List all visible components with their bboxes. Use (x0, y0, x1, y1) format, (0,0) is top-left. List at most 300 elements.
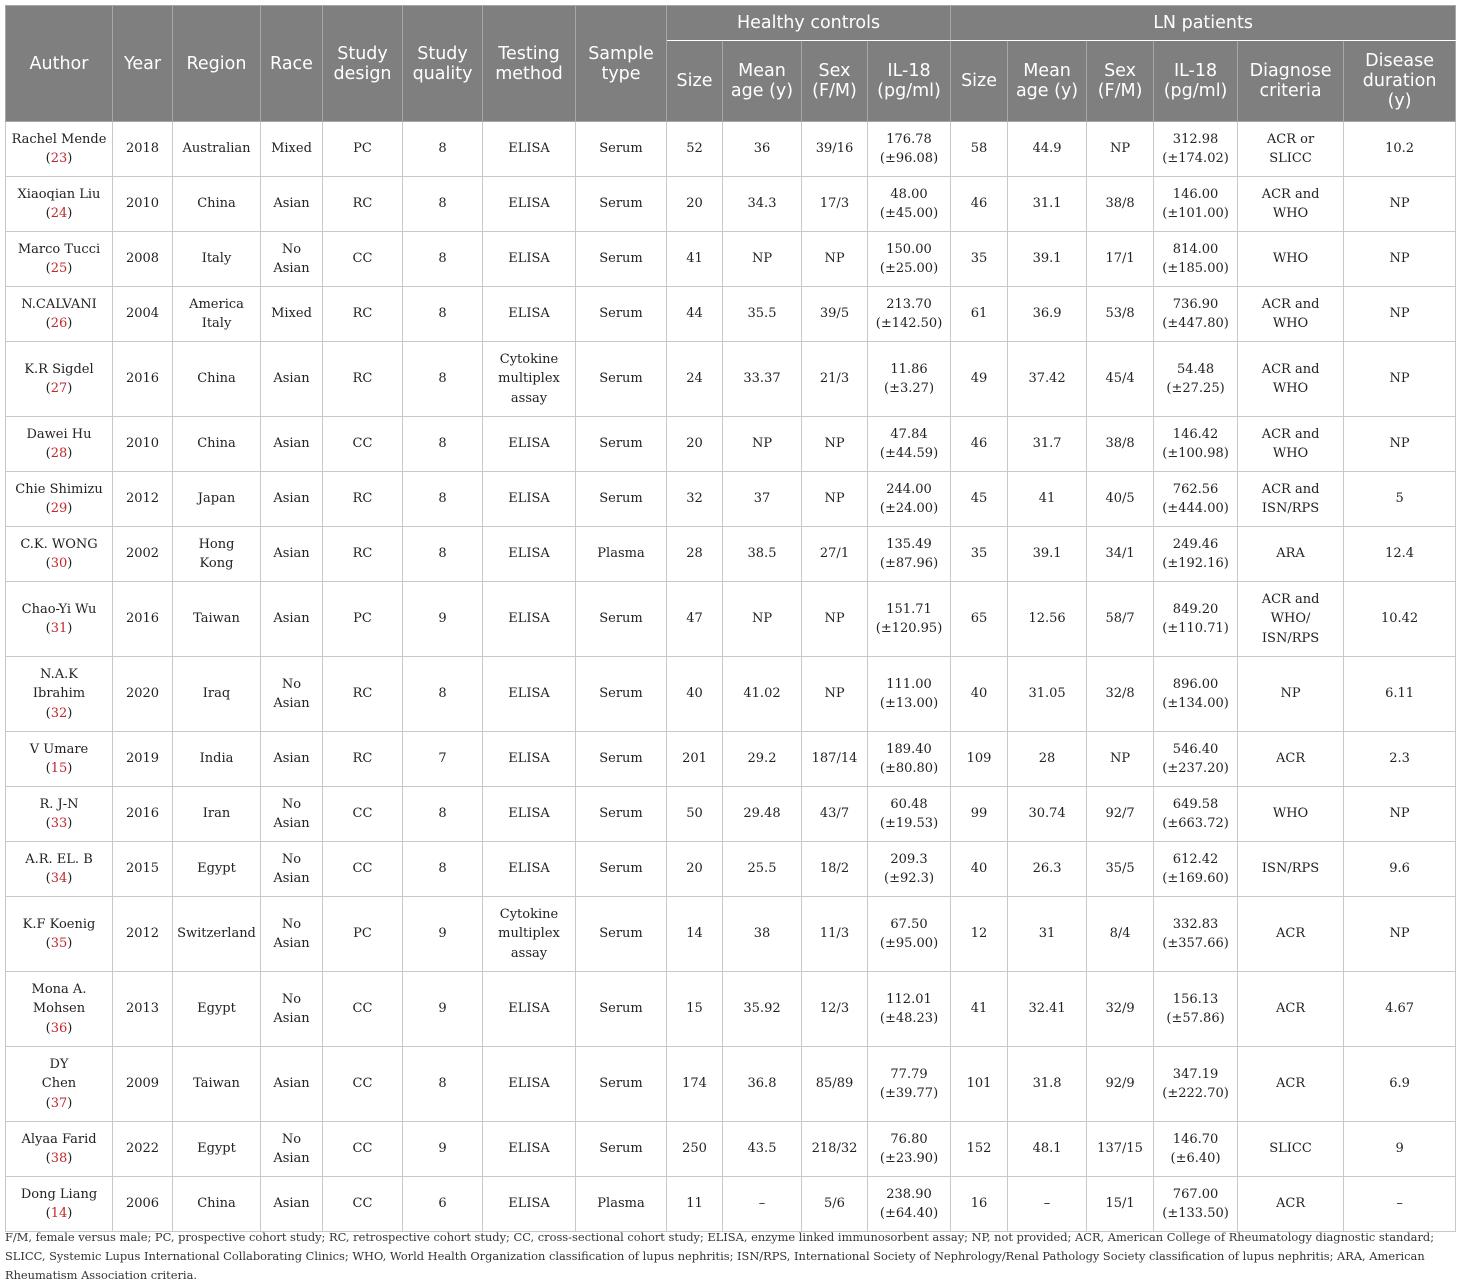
cell-method (483, 527, 576, 582)
cell-line: 146.70 (1172, 1131, 1219, 1147)
cell-ln-il18 (1154, 1047, 1238, 1122)
reference-citation[interactable]: (15) (45, 761, 73, 776)
reference-link[interactable]: 37 (50, 1095, 68, 1111)
cell-hc-sex: 27/1 (802, 527, 868, 582)
cell-hc-size: 47 (667, 582, 723, 657)
cell-method (483, 787, 576, 842)
cell-line: WHO (1272, 381, 1309, 396)
cell-hc-size: 32 (667, 472, 723, 527)
cell-ln-size: 61 (951, 287, 1008, 342)
cell-line: ACR and (1261, 481, 1320, 497)
cell-hc-size: 15 (667, 972, 723, 1047)
reference-citation[interactable]: (31) (45, 621, 73, 636)
reference-citation[interactable]: (25) (45, 261, 73, 276)
cell-line: Mixed (271, 141, 312, 157)
cell-year: 2012 (113, 897, 173, 972)
reference-citation[interactable]: (27) (45, 381, 73, 396)
cell-line: (±133.50) (1162, 1206, 1229, 1221)
cell-method (483, 582, 576, 657)
cell-design: RC (323, 527, 403, 582)
cell-line: 244.00 (886, 481, 932, 497)
cell-hc-il18 (868, 287, 951, 342)
cell-line: 189.40 (886, 741, 932, 757)
cell-line: Asian (273, 871, 310, 886)
cell-region (173, 732, 261, 787)
cell-hc-size: 44 (667, 287, 723, 342)
cell-line: WHO (1272, 206, 1309, 221)
cell-line: (±3.27) (884, 381, 935, 396)
cell-ln-age: 37.42 (1008, 342, 1087, 417)
cell-line: WHO (1272, 806, 1309, 822)
cell-line: ELISA (508, 751, 550, 767)
table-row (6, 342, 1456, 417)
cell-duration: 2.3 (1344, 732, 1456, 787)
cell-line: (±169.60) (1162, 871, 1229, 886)
cell-year: 2015 (113, 842, 173, 897)
cell-line: ISN/RPS (1261, 861, 1320, 877)
cell-quality: 8 (403, 287, 483, 342)
cell-line: No (281, 1131, 302, 1147)
cell-line: Taiwan (193, 611, 240, 627)
cell-hc-age: 35.92 (723, 972, 802, 1047)
cell-line: India (199, 751, 234, 767)
cell-line: China (197, 371, 236, 387)
col-ln-sex: Sex (F/M) (1087, 41, 1154, 122)
reference-link[interactable]: 36 (50, 1020, 68, 1036)
cell-duration: NP (1344, 787, 1456, 842)
cell-line: (±80.80) (879, 761, 939, 776)
cell-ln-il18 (1154, 122, 1238, 177)
cell-line: DY (49, 1056, 69, 1072)
cell-ln-sex: 58/7 (1087, 582, 1154, 657)
cell-author (6, 972, 113, 1047)
cell-line: Marco Tucci (17, 241, 101, 257)
cell-ln-age: 44.9 (1008, 122, 1087, 177)
reference-link[interactable]: 32 (50, 705, 68, 721)
cell-year: 2006 (113, 1177, 173, 1232)
reference-citation[interactable]: (33) (45, 816, 73, 831)
cell-hc-il18 (868, 417, 951, 472)
reference-citation[interactable]: (29) (45, 501, 73, 516)
cell-region (173, 897, 261, 972)
cell-method (483, 657, 576, 732)
cell-race (261, 897, 323, 972)
cell-hc-age: 38 (723, 897, 802, 972)
cell-criteria (1238, 232, 1344, 287)
reference-link[interactable]: 35 (50, 936, 68, 951)
cell-line: ELISA (508, 251, 550, 267)
cell-sample: Serum (576, 897, 667, 972)
reference-link[interactable]: 25 (50, 261, 68, 276)
table-row (6, 232, 1456, 287)
cell-race (261, 1177, 323, 1232)
cell-line: No (281, 991, 302, 1007)
cell-line: ELISA (508, 686, 550, 702)
cell-hc-age: 38.5 (723, 527, 802, 582)
cell-duration: 5 (1344, 472, 1456, 527)
cell-duration: 6.9 (1344, 1047, 1456, 1122)
cell-line: No (281, 796, 302, 812)
cell-quality: 8 (403, 527, 483, 582)
cell-hc-size: 14 (667, 897, 723, 972)
cell-line: 649.58 (1172, 796, 1219, 812)
cell-hc-sex: 43/7 (802, 787, 868, 842)
cell-region (173, 842, 261, 897)
cell-author (6, 1177, 113, 1232)
cell-hc-il18 (868, 342, 951, 417)
col-study-quality: Study quality (403, 6, 483, 122)
table-row (6, 287, 1456, 342)
cell-line: N.CALVANI (21, 296, 97, 312)
cell-region (173, 527, 261, 582)
cell-line: China (197, 196, 236, 212)
cell-year: 2013 (113, 972, 173, 1047)
cell-ln-sex: 8/4 (1087, 897, 1154, 972)
cell-criteria (1238, 582, 1344, 657)
cell-line: 767.00 (1172, 1186, 1219, 1202)
cell-line: Chie Shimizu (15, 481, 103, 497)
cell-ln-il18 (1154, 657, 1238, 732)
cell-line: Asian (273, 261, 310, 276)
cell-duration: NP (1344, 417, 1456, 472)
cell-line: ELISA (508, 436, 550, 452)
cell-region (173, 232, 261, 287)
cell-ln-il18 (1154, 582, 1238, 657)
cell-line: Egypt (197, 1141, 236, 1157)
cell-line: America (189, 296, 244, 312)
cell-line: 60.48 (890, 796, 928, 812)
cell-line: 67.50 (890, 916, 928, 932)
reference-citation[interactable]: (38) (45, 1151, 73, 1166)
cell-author (6, 472, 113, 527)
cell-hc-size: 50 (667, 787, 723, 842)
cell-quality: 7 (403, 732, 483, 787)
cell-hc-size: 20 (667, 842, 723, 897)
col-ln-mean-age: Mean age (y) (1008, 41, 1087, 122)
reference-citation[interactable]: (32) (45, 705, 73, 721)
cell-line: Dong Liang (20, 1186, 98, 1202)
cell-region (173, 472, 261, 527)
cell-hc-age: 37 (723, 472, 802, 527)
cell-line: 213.70 (886, 296, 932, 312)
cell-criteria (1238, 342, 1344, 417)
reference-link[interactable]: 15 (50, 761, 68, 776)
cell-line: (±87.96) (879, 556, 939, 571)
cell-criteria (1238, 1047, 1344, 1122)
cell-line: (±96.08) (879, 151, 939, 166)
cell-line: Xiaoqian Liu (17, 186, 101, 202)
reference-link[interactable]: 14 (50, 1206, 68, 1221)
cell-criteria (1238, 732, 1344, 787)
cell-region (173, 1177, 261, 1232)
cell-race (261, 582, 323, 657)
cell-line: Iran (202, 806, 231, 822)
cell-ln-sex: 32/8 (1087, 657, 1154, 732)
reference-link[interactable]: 24 (50, 206, 68, 221)
cell-hc-il18 (868, 972, 951, 1047)
cell-duration: NP (1344, 177, 1456, 232)
cell-ln-age: 26.3 (1008, 842, 1087, 897)
cell-line: 762.56 (1172, 481, 1219, 497)
col-region: Region (173, 6, 261, 122)
cell-year: 2008 (113, 232, 173, 287)
cell-line: ACR (1275, 1076, 1306, 1092)
cell-line: 77.79 (890, 1066, 928, 1082)
cell-line: No (281, 851, 302, 867)
cell-hc-age: 36.8 (723, 1047, 802, 1122)
cell-line: ACR or (1266, 131, 1315, 147)
reference-link[interactable]: 23 (50, 151, 68, 166)
cell-line: multiplex (498, 926, 560, 942)
cell-line: 135.49 (886, 536, 932, 552)
cell-quality: 9 (403, 972, 483, 1047)
cell-race (261, 1047, 323, 1122)
cell-design: RC (323, 657, 403, 732)
cell-ln-age: 31.1 (1008, 177, 1087, 232)
cell-line: Asian (273, 491, 310, 507)
cell-region (173, 657, 261, 732)
cell-hc-sex: 39/16 (802, 122, 868, 177)
cell-author (6, 177, 113, 232)
cell-line: 11.86 (890, 361, 928, 377)
cell-ln-sex: 45/4 (1087, 342, 1154, 417)
cell-ln-size: 45 (951, 472, 1008, 527)
cell-line: 347.19 (1172, 1066, 1219, 1082)
reference-link[interactable]: 31 (50, 621, 68, 636)
table-row (6, 527, 1456, 582)
cell-race (261, 732, 323, 787)
col-hc-size: Size (667, 41, 723, 122)
cell-ln-il18 (1154, 732, 1238, 787)
cell-line: Asian (273, 196, 310, 212)
cell-ln-il18 (1154, 897, 1238, 972)
cell-method (483, 972, 576, 1047)
cell-line: (±100.98) (1162, 446, 1229, 461)
cell-line: 48.00 (890, 186, 928, 202)
cell-hc-age: NP (723, 417, 802, 472)
cell-criteria (1238, 417, 1344, 472)
cell-ln-il18 (1154, 842, 1238, 897)
cell-line: 54.48 (1176, 361, 1215, 377)
cell-line: (±95.00) (879, 936, 939, 951)
cell-region (173, 122, 261, 177)
cell-line: (±663.72) (1162, 816, 1229, 831)
cell-region (173, 1047, 261, 1122)
table-row (6, 582, 1456, 657)
cell-line: Australian (182, 141, 251, 157)
cell-quality: 9 (403, 582, 483, 657)
cell-hc-il18 (868, 897, 951, 972)
cell-method (483, 897, 576, 972)
cell-line: (±19.53) (879, 816, 939, 831)
cell-line: Chen (41, 1076, 77, 1092)
cell-line: China (197, 436, 236, 452)
cell-line: (±120.95) (875, 621, 943, 636)
cell-line: ELISA (508, 611, 550, 627)
cell-line: (±447.80) (1162, 316, 1229, 331)
cell-method (483, 1177, 576, 1232)
cell-ln-il18 (1154, 1122, 1238, 1177)
cell-line: Asian (273, 1196, 310, 1212)
cell-line: N.A.K (40, 666, 78, 682)
reference-citation[interactable]: (28) (45, 446, 73, 461)
cell-line: WHO (1272, 251, 1309, 267)
cell-author (6, 897, 113, 972)
cell-ln-size: 49 (951, 342, 1008, 417)
cell-hc-sex: 5/6 (802, 1177, 868, 1232)
reference-link[interactable]: 38 (50, 1151, 68, 1166)
cell-line: Asian (273, 751, 310, 767)
cell-sample: Serum (576, 1122, 667, 1177)
cell-line: (±27.25) (1166, 381, 1225, 396)
cell-ln-age: 32.41 (1008, 972, 1087, 1047)
cell-method (483, 472, 576, 527)
reference-link[interactable]: 28 (50, 446, 68, 461)
cell-year: 2010 (113, 177, 173, 232)
reference-citation[interactable]: (37) (45, 1095, 73, 1111)
cell-line: 238.90 (886, 1186, 932, 1202)
cell-line: Asian (273, 371, 310, 387)
table-header (6, 6, 1456, 122)
cell-line: 156.13 (1172, 991, 1219, 1007)
cell-line: (±13.00) (879, 696, 939, 711)
cell-design: CC (323, 972, 403, 1047)
cell-ln-age: 41 (1008, 472, 1087, 527)
cell-hc-size: 20 (667, 417, 723, 472)
cell-race (261, 972, 323, 1047)
cell-ln-sex: NP (1087, 122, 1154, 177)
cell-hc-size: 52 (667, 122, 723, 177)
cell-hc-sex: 218/32 (802, 1122, 868, 1177)
cell-line: Egypt (197, 861, 236, 877)
reference-link[interactable]: 34 (50, 871, 68, 886)
cell-line: (±6.40) (1170, 1151, 1221, 1166)
cell-line: 146.42 (1172, 426, 1219, 442)
reference-link[interactable]: 33 (50, 816, 68, 831)
cell-criteria (1238, 527, 1344, 582)
cell-line: ACR (1275, 1001, 1306, 1017)
cell-author (6, 582, 113, 657)
reference-link[interactable]: 26 (50, 316, 68, 331)
cell-line: ARA (1276, 546, 1305, 562)
cell-line: 111.00 (886, 676, 932, 692)
cell-duration: NP (1344, 232, 1456, 287)
cell-line: ACR and (1261, 591, 1320, 607)
reference-citation[interactable]: (23) (45, 151, 73, 166)
cell-ln-size: 46 (951, 177, 1008, 232)
cell-author (6, 732, 113, 787)
cell-line: ACR and (1261, 426, 1320, 442)
cell-year: 2009 (113, 1047, 173, 1122)
cell-line: (±25.00) (879, 261, 939, 276)
cell-hc-il18 (868, 1047, 951, 1122)
cell-sample: Serum (576, 232, 667, 287)
reference-citation[interactable]: (30) (45, 556, 73, 571)
cell-hc-il18 (868, 177, 951, 232)
cell-line: Egypt (197, 1001, 236, 1017)
cell-ln-sex: 38/8 (1087, 177, 1154, 232)
cell-design: PC (323, 582, 403, 657)
cell-line: (±57.86) (1166, 1011, 1225, 1026)
cell-line: ELISA (508, 1076, 550, 1092)
cell-line: SLICC (1269, 151, 1312, 166)
cell-duration: NP (1344, 897, 1456, 972)
reference-link[interactable]: 30 (50, 556, 68, 571)
cell-method (483, 732, 576, 787)
cell-line: ELISA (508, 1196, 550, 1212)
cell-line: ELISA (508, 546, 550, 562)
cell-design: CC (323, 1047, 403, 1122)
cell-race (261, 177, 323, 232)
cell-method (483, 1122, 576, 1177)
cell-method (483, 1047, 576, 1122)
cell-line: (±44.59) (879, 446, 939, 461)
cell-line: ACR and (1261, 186, 1320, 202)
cell-ln-il18 (1154, 342, 1238, 417)
table-footnote: F/M, female versus male; PC, prospective cohort study; RC, retrospective cohort study; CC, cross-sectional cohort study; ELISA, enzyme linked immunosorbent assay; NP, not provided; ACR, American College of Rheumatology diagnostic standard; SLICC, Systemic Lupus International Collaborating Clinics; WHO, World Health Organization classification of lupus nephritis; ISN/RPS, International Society of Nephrology/Renal Pathology Society classification of lupus nephritis; ARA, American Rheumatism Association criteria. (5, 1230, 1435, 1282)
cell-line: (±174.02) (1162, 151, 1229, 166)
cell-line: assay (510, 945, 548, 961)
cell-line: Ibrahim (32, 686, 86, 702)
col-ln-size: Size (951, 41, 1008, 122)
reference-link[interactable]: 27 (50, 381, 68, 396)
cell-criteria (1238, 1122, 1344, 1177)
cell-line: Asian (273, 696, 310, 711)
reference-citation[interactable]: (24) (45, 206, 73, 221)
reference-citation[interactable]: (26) (45, 316, 73, 331)
cell-duration: NP (1344, 287, 1456, 342)
cell-region (173, 287, 261, 342)
col-ln-il18: IL-18 (pg/ml) (1154, 41, 1238, 122)
cell-hc-size: 40 (667, 657, 723, 732)
cell-ln-sex: NP (1087, 732, 1154, 787)
cell-hc-sex: NP (802, 657, 868, 732)
cell-ln-sex: 34/1 (1087, 527, 1154, 582)
cell-ln-sex: 40/5 (1087, 472, 1154, 527)
cell-hc-age: 25.5 (723, 842, 802, 897)
cell-ln-size: 99 (951, 787, 1008, 842)
cell-sample: Plasma (576, 527, 667, 582)
cell-hc-size: 201 (667, 732, 723, 787)
cell-hc-size: 11 (667, 1177, 723, 1232)
cell-design: CC (323, 417, 403, 472)
cell-line: 76.80 (890, 1131, 928, 1147)
cell-sample: Serum (576, 732, 667, 787)
cell-quality: 8 (403, 417, 483, 472)
cell-line: WHO (1272, 316, 1309, 331)
cell-ln-age: 31 (1008, 897, 1087, 972)
reference-citation[interactable]: (14) (45, 1206, 73, 1221)
reference-link[interactable]: 29 (50, 501, 68, 516)
cell-line: 546.40 (1172, 741, 1219, 757)
cell-ln-size: 16 (951, 1177, 1008, 1232)
group-ln-patients: LN patients (951, 6, 1456, 41)
cell-line: K.F Koenig (22, 916, 96, 932)
cell-hc-sex: NP (802, 417, 868, 472)
reference-citation[interactable]: (34) (45, 871, 73, 886)
col-study-design: Study design (323, 6, 403, 122)
cell-hc-sex: NP (802, 472, 868, 527)
cell-duration: 9.6 (1344, 842, 1456, 897)
reference-citation[interactable]: (36) (45, 1020, 73, 1036)
cell-line: 896.00 (1172, 676, 1219, 692)
cell-design: RC (323, 342, 403, 417)
cell-sample: Plasma (576, 1177, 667, 1232)
reference-citation[interactable]: (35) (45, 936, 73, 951)
col-year: Year (113, 6, 173, 122)
col-race: Race (261, 6, 323, 122)
cell-ln-size: 109 (951, 732, 1008, 787)
